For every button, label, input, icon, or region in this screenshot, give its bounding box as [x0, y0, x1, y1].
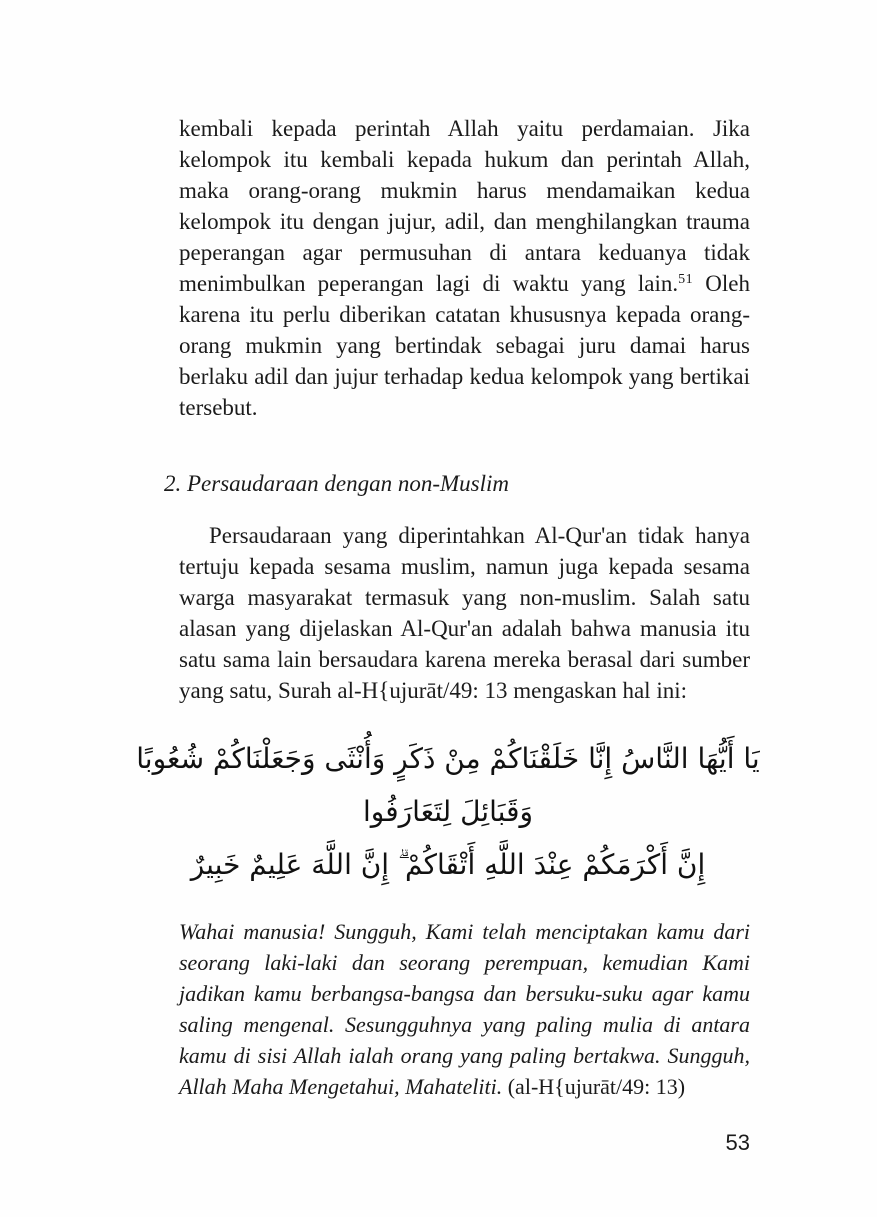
footnote-reference: 51: [678, 272, 694, 287]
arabic-verse-line-1: يَا أَيُّهَا النَّاسُ إِنَّا خَلَقْنَاكُمْ مِنْ ذَكَرٍ وَأُنْثَى وَجَعَلْنَاكُمْ شُعُوبًا وَقَبَائِلَ لِتَعَارَفُوا: [136, 742, 760, 828]
translation-text: Wahai manusia! Sungguh, Kami telah menciptakan kamu dari seorang laki-laki dan seorang perempuan, kemudian Kami jadikan kamu berbangsa-bangsa dan bersuku-suku agar kamu saling mengenal. Sesungguhnya yang paling mulia di antara kamu di sisi Allah ialah orang yang paling bertakwa. Sungguh, Allah Maha Mengetahui, Mahateliti.: [179, 919, 750, 1099]
verse-citation: (al-H{ujurāt/49: 13): [502, 1074, 686, 1099]
arabic-verse-line-2: إِنَّ أَكْرَمَكُمْ عِنْدَ اللَّهِ أَتْقَاكُمْ ۗ إِنَّ اللَّهَ عَلِيمٌ خَبِيرٌ: [190, 848, 706, 881]
section-heading: 2. Persaudaraan dengan non-Muslim: [164, 471, 509, 496]
page-number: 53: [725, 1130, 750, 1155]
paragraph-text: Oleh karena itu perlu diberikan catatan khususnya kepada orang-orang mukmin yang bertindak sebagai juru damai harus berlaku adil dan jujur terhadap kedua kelompok yang bertikai tersebut.: [179, 271, 750, 420]
verse-translation: [179, 916, 750, 1102]
paragraph-text: kembali kepada perintah Allah yaitu perdamaian. Jika kelompok itu kembali kepada hukum dan perintah Allah, maka orang-orang mukmin harus mendamaikan kedua kelompok itu dengan jujur, adil, dan menghilangkan trauma peperangan agar permusuhan di antara keduanya tidak menimbulkan peperangan lagi di waktu yang lain.: [179, 116, 750, 296]
paragraph-continuation: [179, 113, 750, 423]
text-column: [136, 113, 760, 1102]
arabic-verse-block: [133, 732, 763, 891]
paragraph-body: Persaudaraan yang diperintahkan Al-Qur'an tidak hanya tertuju kepada sesama muslim, namun juga kepada sesama warga masyarakat termasuk yang non-muslim. Salah satu alasan yang dijelaskan Al-Qur'an adalah bahwa manusia itu satu sama lain bersaudara karena mereka berasal dari sumber yang satu, Surah al-H{ujurāt/49: 13 mengaskan hal ini:: [179, 523, 750, 703]
